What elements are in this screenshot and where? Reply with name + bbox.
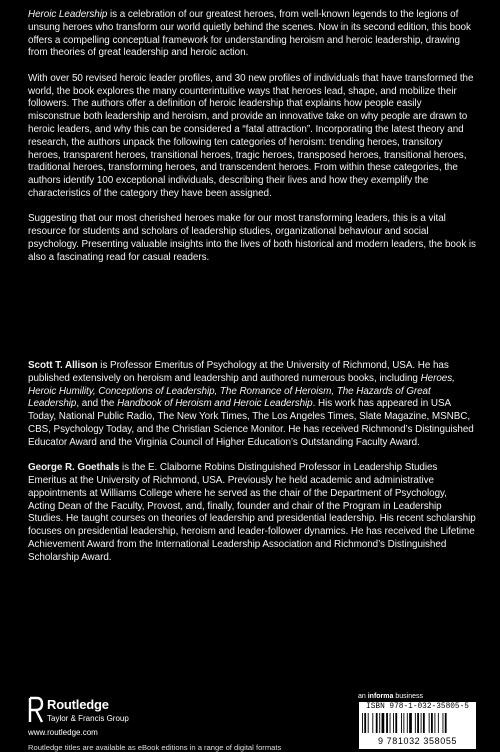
barcode-bar (386, 713, 388, 733)
informa-prefix: an (358, 693, 368, 700)
ebook-note: Routledge titles are available as eBook editions in a range of digital formats (28, 743, 282, 752)
bio-text: is the E. Claiborne Robins Distinguished Professor in Leadership Studies Emeritus at the University of Richmond, USA. Previously he held academic and administrative appointments at Williams College where he served as the chair of the Department of Psychology, Acting Dean of the Faculty, Provost, and, finally, founder and chair of the Program in Leadership Studies. He taught courses on theories of leadership and presidential leadership. His recent scholarship focuses on presidential leadership, heroism and leader-follower dynamics. He has received the Lifetime Achievement Award from the International Leadership Association and Richmond’s Distinguished Scholarship Award. (28, 462, 476, 563)
author-bio-allison (28, 360, 476, 450)
barcode-bar (417, 713, 419, 733)
barcode-bar (438, 713, 439, 733)
bio-text: , and the (76, 398, 118, 410)
description-paragraph-2: With over 50 revised heroic leader profiles, and 30 new profiles of individuals that have transformed the world, the book explores the many counterintuitive ways that heroes lead, shape, and mobilize their followers. The authors offer a definition of heroic leadership that explains how people easily misconstrue both leadership and heroism, and provide an innovative take on why people are drawn to heroic leaders, and why this can be considered a “fatal attraction”. Incorporating the latest theory and research, the authors unpack the following ten categories of heroism: trending heroes, transitory heroes, transparent heroes, transitional heroes, tragic heroes, transposed heroes, transitional heroes, traditional heroes, transforming heroes, and transcendent heroes. From within these categories, the authors identify 100 exceptional individuals, describing their lives and how they exemplify the characteristics of the category they have been assigned. (28, 72, 474, 199)
book-list: Handbook of Heroism and Heroic Leadership (117, 398, 313, 410)
book-list: Heroes, Heroic Humility, Conceptions of Leadership, The Romance of Heroism, The Hazards of Great Leadership (28, 372, 455, 410)
cover-footer (0, 660, 500, 750)
barcode-bar (431, 713, 433, 733)
barcode-bar (421, 713, 422, 733)
description-paragraph-3: Suggesting that our most cherished heroes make for our most transforming leaders, this is a vital resource for students and scholars of leadership studies, organizational behaviour and social psychology. Presenting valuable insights into the lives of both historical and modern leaders, the book is also a fascinating read for casual readers. (28, 213, 476, 263)
barcode-bar (415, 713, 416, 733)
barcode-bar (368, 713, 369, 733)
book-description (28, 9, 476, 277)
barcode-bar (379, 713, 380, 733)
barcode-bar (372, 713, 373, 733)
barcode-bar (401, 713, 402, 733)
barcode-bar (445, 713, 447, 733)
description-paragraph-1 (28, 9, 476, 60)
isbn-label: ISBN 978-1-032-35805-5 (366, 703, 469, 711)
barcode-bar (393, 713, 394, 733)
barcode-bar (409, 713, 412, 733)
author-name: Scott T. Allison (28, 360, 98, 371)
barcode-bar (429, 713, 430, 733)
barcode-bar (362, 713, 363, 733)
barcode-bar (407, 713, 408, 733)
publisher-group: Taylor & Francis Group (47, 714, 129, 723)
bio-text: . His work has appeared in USA Today, National Public Radio, The New York Times, The Los Angeles Times, Slate Magazine, MSNBC, CBS, Psychology Today, and the Christian Science Monitor. He has received Richmond’s Distinguished Educator Award and the Virginia Council of Higher Education’s Outstanding Faculty Award. (28, 398, 474, 448)
barcode-bar (382, 713, 385, 733)
barcode-bar (395, 713, 397, 733)
barcode-bar (403, 713, 404, 733)
author-bio-goethals (28, 462, 476, 564)
informa-brand: informa (367, 693, 394, 700)
barcode-bar (443, 713, 444, 733)
description-text: is a celebration of our greatest heroes, from well-known legends to the legions of unsung heroes who transform our world quietly behind the scenes. Now in its second edition, this book offers a compelling conceptual framework for understanding heroism and heroic leadership, drawing from theories of great leadership and heroic action. (28, 9, 471, 59)
barcode-bar (390, 713, 391, 733)
barcode-bar (434, 713, 435, 733)
barcode-bar (364, 713, 366, 733)
routledge-r-icon (28, 696, 44, 724)
informa-suffix: business (393, 693, 423, 700)
barcode-bar (376, 713, 378, 733)
book-title: Heroic Leadership (28, 9, 108, 20)
bio-text: is Professor Emeritus of Psychology at the University of Richmond, USA. He has published extensively on heroism and leadership and authored numerous books, including (28, 360, 449, 384)
informa-business-tag (358, 693, 423, 700)
barcode-icon (362, 713, 473, 733)
isbn-digits: 9 781032 358055 (359, 735, 476, 749)
author-name: George R. Goethals (28, 462, 120, 474)
isbn-barcode (359, 702, 476, 735)
author-bios (28, 360, 476, 577)
barcode-bar (423, 713, 425, 733)
publisher-name: Routledge (47, 697, 109, 712)
publisher-website[interactable]: www.routledge.com (28, 728, 98, 737)
